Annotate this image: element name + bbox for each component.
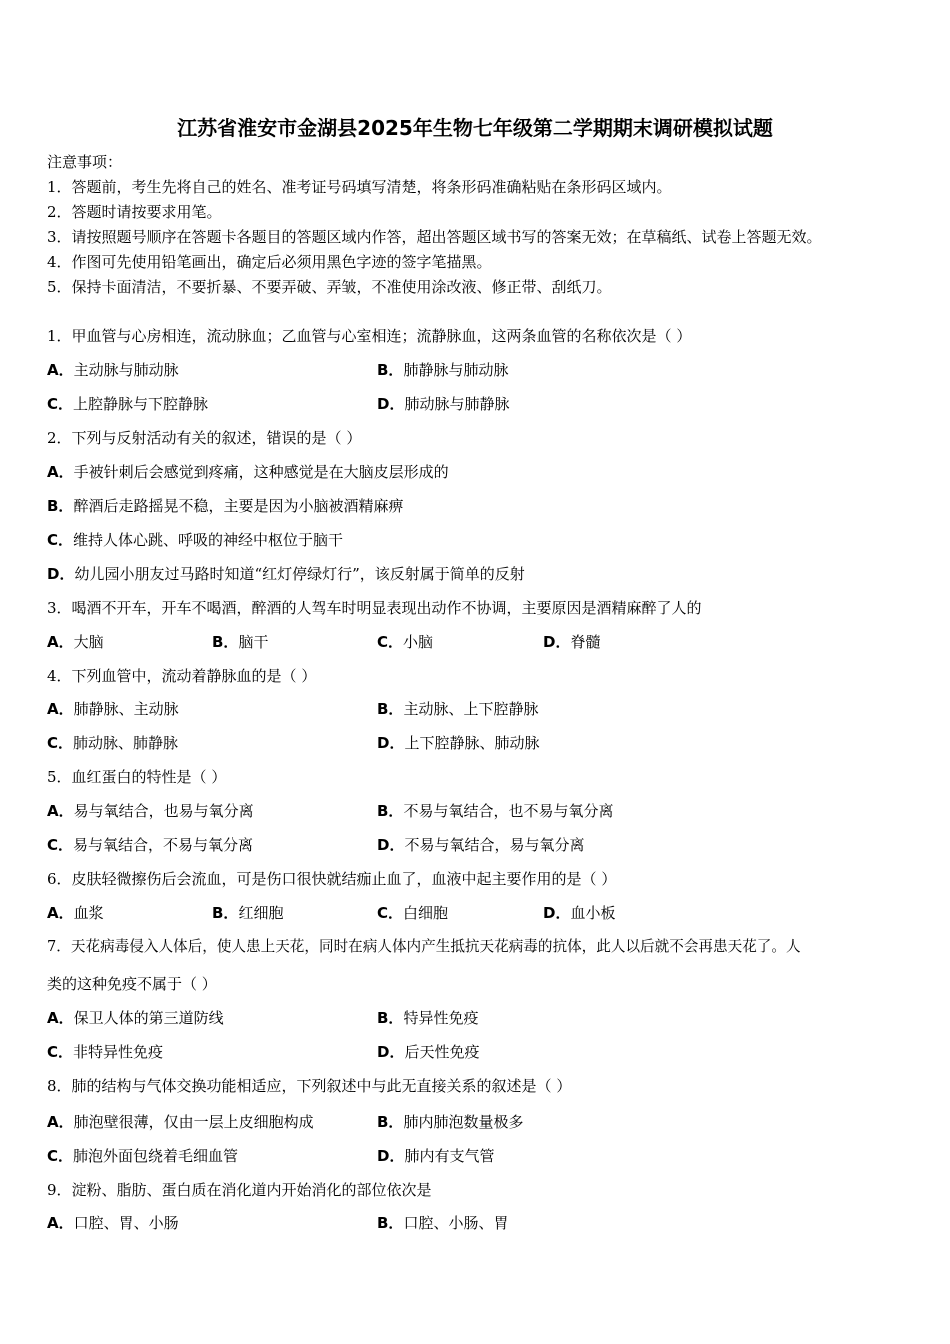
question-stem: 7．天花病毒侵入人体后，使人患上天花，同时在病人体内产生抵抗天花病毒的抗体，此人以后就不会再患天花了。人 [47,938,801,955]
option-label: D． [47,565,75,583]
option-text: 易与氧结合，不易与氧分离 [73,836,254,854]
option-label: A． [47,361,74,379]
option-label: A． [47,1009,74,1027]
option [377,361,508,379]
option-label: B． [377,700,404,718]
option-label: A． [47,1113,74,1131]
option-label: C． [47,734,74,752]
option-label: C． [47,395,74,413]
option [212,633,268,651]
option-text: 上腔静脉与下腔静脉 [73,395,209,413]
notice-item: 2．答题时请按要求用笔。 [47,203,222,221]
option [377,802,613,820]
option-label: C． [377,904,404,922]
option-label: B． [212,633,239,651]
option-text: 脊髓 [570,633,601,651]
option-text: 不易与氧结合，也不易与氧分离 [403,802,614,820]
option-label: C． [377,633,404,651]
option-label: B． [377,361,404,379]
option-text: 上下腔静脉、肺动脉 [404,734,540,752]
option-text: 主动脉与肺动脉 [73,361,179,379]
option-label: A． [47,904,74,922]
page-title: 江苏省淮安市金湖县2025年生物七年级第二学期期末调研模拟试题 [177,116,773,140]
option [377,1214,508,1232]
question-stem: 2．下列与反射活动有关的叙述，错误的是（ ） [47,429,362,447]
option [47,1043,163,1061]
option [377,633,433,651]
option-text: 手被针刺后会感觉到疼痛，这种感觉是在大脑皮层形成的 [73,463,449,481]
option [47,463,449,481]
option-label: D． [377,836,405,854]
option-text: 口腔、胃、小肠 [73,1214,179,1232]
option-text: 血浆 [73,904,104,922]
option-text: 大脑 [73,633,104,651]
option [47,904,104,922]
option-text: 醉酒后走路摇晃不稳，主要是因为小脑被酒精麻痹 [73,497,404,515]
option-text: 肺内有支气管 [404,1147,495,1165]
option-label: D． [377,1043,405,1061]
option [377,1043,479,1061]
option-label: C． [47,836,74,854]
option-text: 特异性免疫 [403,1009,479,1027]
option-text: 肺泡壁很薄，仅由一层上皮细胞构成 [73,1113,314,1131]
notice-item: 4．作图可先使用铅笔画出，确定后必须用黑色字迹的签字笔描黑。 [47,253,492,271]
option [47,734,178,752]
option-label: D． [377,395,405,413]
option [377,904,448,922]
question-stem-continued: 类的这种免疫不属于（ ） [47,975,217,993]
option-label: D． [543,633,571,651]
option-text: 不易与氧结合，易与氧分离 [404,836,585,854]
question-stem: 6．皮肤轻微擦伤后会流血，可是伤口很快就结痂止血了，血液中起主要作用的是（ ） [47,870,617,888]
option [377,700,538,718]
option-label: A． [47,633,74,651]
option-text: 肺静脉与肺动脉 [403,361,509,379]
option-label: B． [377,1214,404,1232]
option [47,531,343,549]
option-text: 维持人体心跳、呼吸的神经中枢位于脑干 [73,531,344,549]
option [47,1113,314,1131]
option-text: 脑干 [238,633,269,651]
option [47,700,179,718]
option-label: B． [377,802,404,820]
option [47,1009,224,1027]
option [47,1147,238,1165]
option [47,836,253,854]
option [377,395,509,413]
option-text: 血小板 [570,904,616,922]
option [47,497,403,515]
option-label: B． [212,904,239,922]
option-text: 易与氧结合，也易与氧分离 [73,802,254,820]
option-text: 红细胞 [238,904,284,922]
option-text: 肺泡外面包绕着毛细血管 [73,1147,239,1165]
question-stem: 5．血红蛋白的特性是（ ） [47,768,227,786]
option-text: 肺动脉、肺静脉 [73,734,179,752]
option [47,361,179,379]
option-label: C． [47,1147,74,1165]
option-text: 肺静脉、主动脉 [73,700,179,718]
option [47,1214,179,1232]
notice-item: 5．保持卡面清洁，不要折暴、不要弄破、弄皱，不准使用涂改液、修正带、刮纸刀。 [47,278,612,296]
option [212,904,283,922]
option-label: D． [377,734,405,752]
question-stem: 3．喝酒不开车，开车不喝酒，醉酒的人驾车时明显表现出动作不协调，主要原因是酒精麻醉了人的 [47,599,702,617]
notice-heading: 注意事项： [47,153,123,171]
option-label: B． [47,497,74,515]
question-stem: 8．肺的结构与气体交换功能相适应，下列叙述中与此无直接关系的叙述是（ ） [47,1077,572,1095]
option-label: A． [47,463,74,481]
option-label: A． [47,1214,74,1232]
option-label: B． [377,1113,404,1131]
option [377,1147,494,1165]
option [47,633,104,651]
option [377,734,539,752]
option [47,565,525,583]
question-stem: 4．下列血管中，流动着静脉血的是（ ） [47,667,317,685]
notice-item: 1．答题前，考生先将自己的姓名、准考证号码填写清楚，将条形码准确粘贴在条形码区域内。 [47,178,672,196]
option-label: C． [47,1043,74,1061]
option-label: D． [377,1147,405,1165]
option [47,802,254,820]
notice-item: 3．请按照题号顺序在答题卡各题目的答题区域内作答，超出答题区域书写的答案无效；在草稿纸、试卷上答题无效。 [47,228,822,246]
option-text: 主动脉、上下腔静脉 [403,700,539,718]
option-text: 幼儿园小朋友过马路时知道“红灯停绿灯行”，该反射属于简单的反射 [74,565,525,583]
option [543,633,600,651]
option [377,836,584,854]
option-text: 白细胞 [403,904,449,922]
option-label: A． [47,700,74,718]
question-stem: 1．甲血管与心房相连，流动脉血；乙血管与心室相连；流静脉血，这两条血管的名称依次是（ ） [47,327,692,345]
option-text: 小脑 [403,633,434,651]
option [47,395,208,413]
option-label: A． [47,802,74,820]
question-stem: 9．淀粉、脂肪、蛋白质在消化道内开始消化的部位依次是 [47,1181,432,1199]
option-text: 保卫人体的第三道防线 [73,1009,224,1027]
option [377,1009,478,1027]
option [377,1113,523,1131]
option-text: 口腔、小肠、胃 [403,1214,509,1232]
option-label: C． [47,531,74,549]
option-label: D． [543,904,571,922]
option-text: 肺内肺泡数量极多 [403,1113,524,1131]
option-text: 后天性免疫 [404,1043,480,1061]
option-text: 肺动脉与肺静脉 [404,395,510,413]
option-label: B． [377,1009,404,1027]
option-text: 非特异性免疫 [73,1043,164,1061]
option [543,904,615,922]
